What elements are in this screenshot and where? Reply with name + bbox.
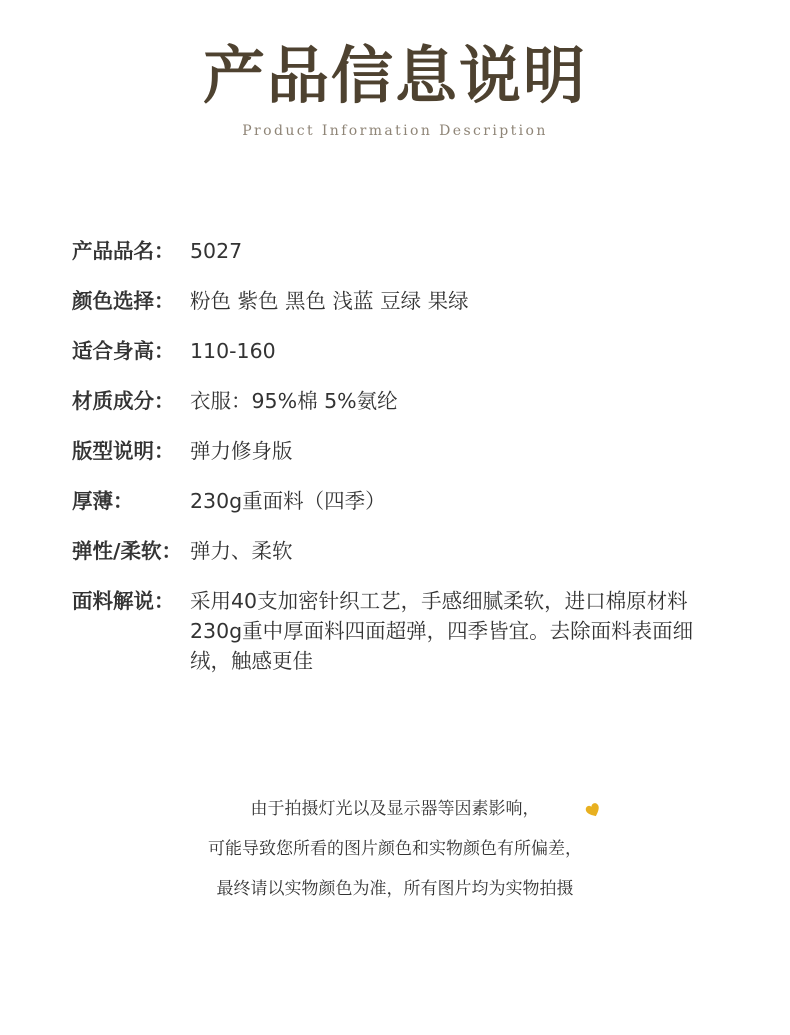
page-subtitle: Product Information Description bbox=[242, 123, 548, 139]
spec-row-thickness bbox=[72, 486, 762, 536]
spec-value: 230g重面料（四季） bbox=[190, 489, 386, 513]
spec-value: 衣服：95%棉 5%氨纶 bbox=[190, 389, 398, 413]
spec-row-fit bbox=[72, 436, 762, 486]
spec-value: 5027 bbox=[190, 239, 243, 263]
spec-row-colors bbox=[72, 286, 762, 336]
spec-label: 弹性/柔软： bbox=[72, 539, 182, 563]
heart-icon bbox=[584, 801, 602, 819]
spec-value: 弹力、柔软 bbox=[190, 539, 293, 563]
spec-label: 材质成分： bbox=[72, 389, 175, 413]
spec-row-name bbox=[72, 236, 762, 286]
spec-value: 粉色 紫色 黑色 浅蓝 豆绿 果绿 bbox=[190, 289, 469, 313]
spec-label: 版型说明： bbox=[72, 439, 175, 463]
page-title: 产品信息说明 bbox=[202, 39, 587, 112]
spec-row-fabric bbox=[72, 586, 762, 676]
notice-line-2: 可能导致您所看的图片颜色和实物颜色有所偏差， bbox=[208, 839, 582, 859]
spec-value: 弹力修身版 bbox=[190, 439, 293, 463]
notice-line-3: 最终请以实物颜色为准，所有图片均为实物拍摄 bbox=[216, 879, 574, 899]
spec-value: 采用40支加密针织工艺，手感细腻柔软，进口棉原材料 230g重中厚面料四面超弹，四季皆宜。去除面料表面细 绒，触感更佳 bbox=[190, 589, 694, 673]
spec-row-material bbox=[72, 386, 762, 436]
spec-label: 产品品名： bbox=[72, 239, 175, 263]
spec-label: 颜色选择： bbox=[72, 289, 175, 313]
spec-row-elasticity bbox=[72, 536, 762, 586]
notice-line-1: 由于拍摄灯光以及显示器等因素影响， bbox=[250, 799, 540, 819]
spec-value: 110-160 bbox=[190, 339, 276, 363]
spec-label: 适合身高： bbox=[72, 339, 175, 363]
spec-row-height bbox=[72, 336, 762, 386]
spec-list bbox=[72, 236, 762, 676]
spec-label: 厚薄： bbox=[72, 489, 134, 513]
spec-label: 面料解说： bbox=[72, 589, 175, 613]
